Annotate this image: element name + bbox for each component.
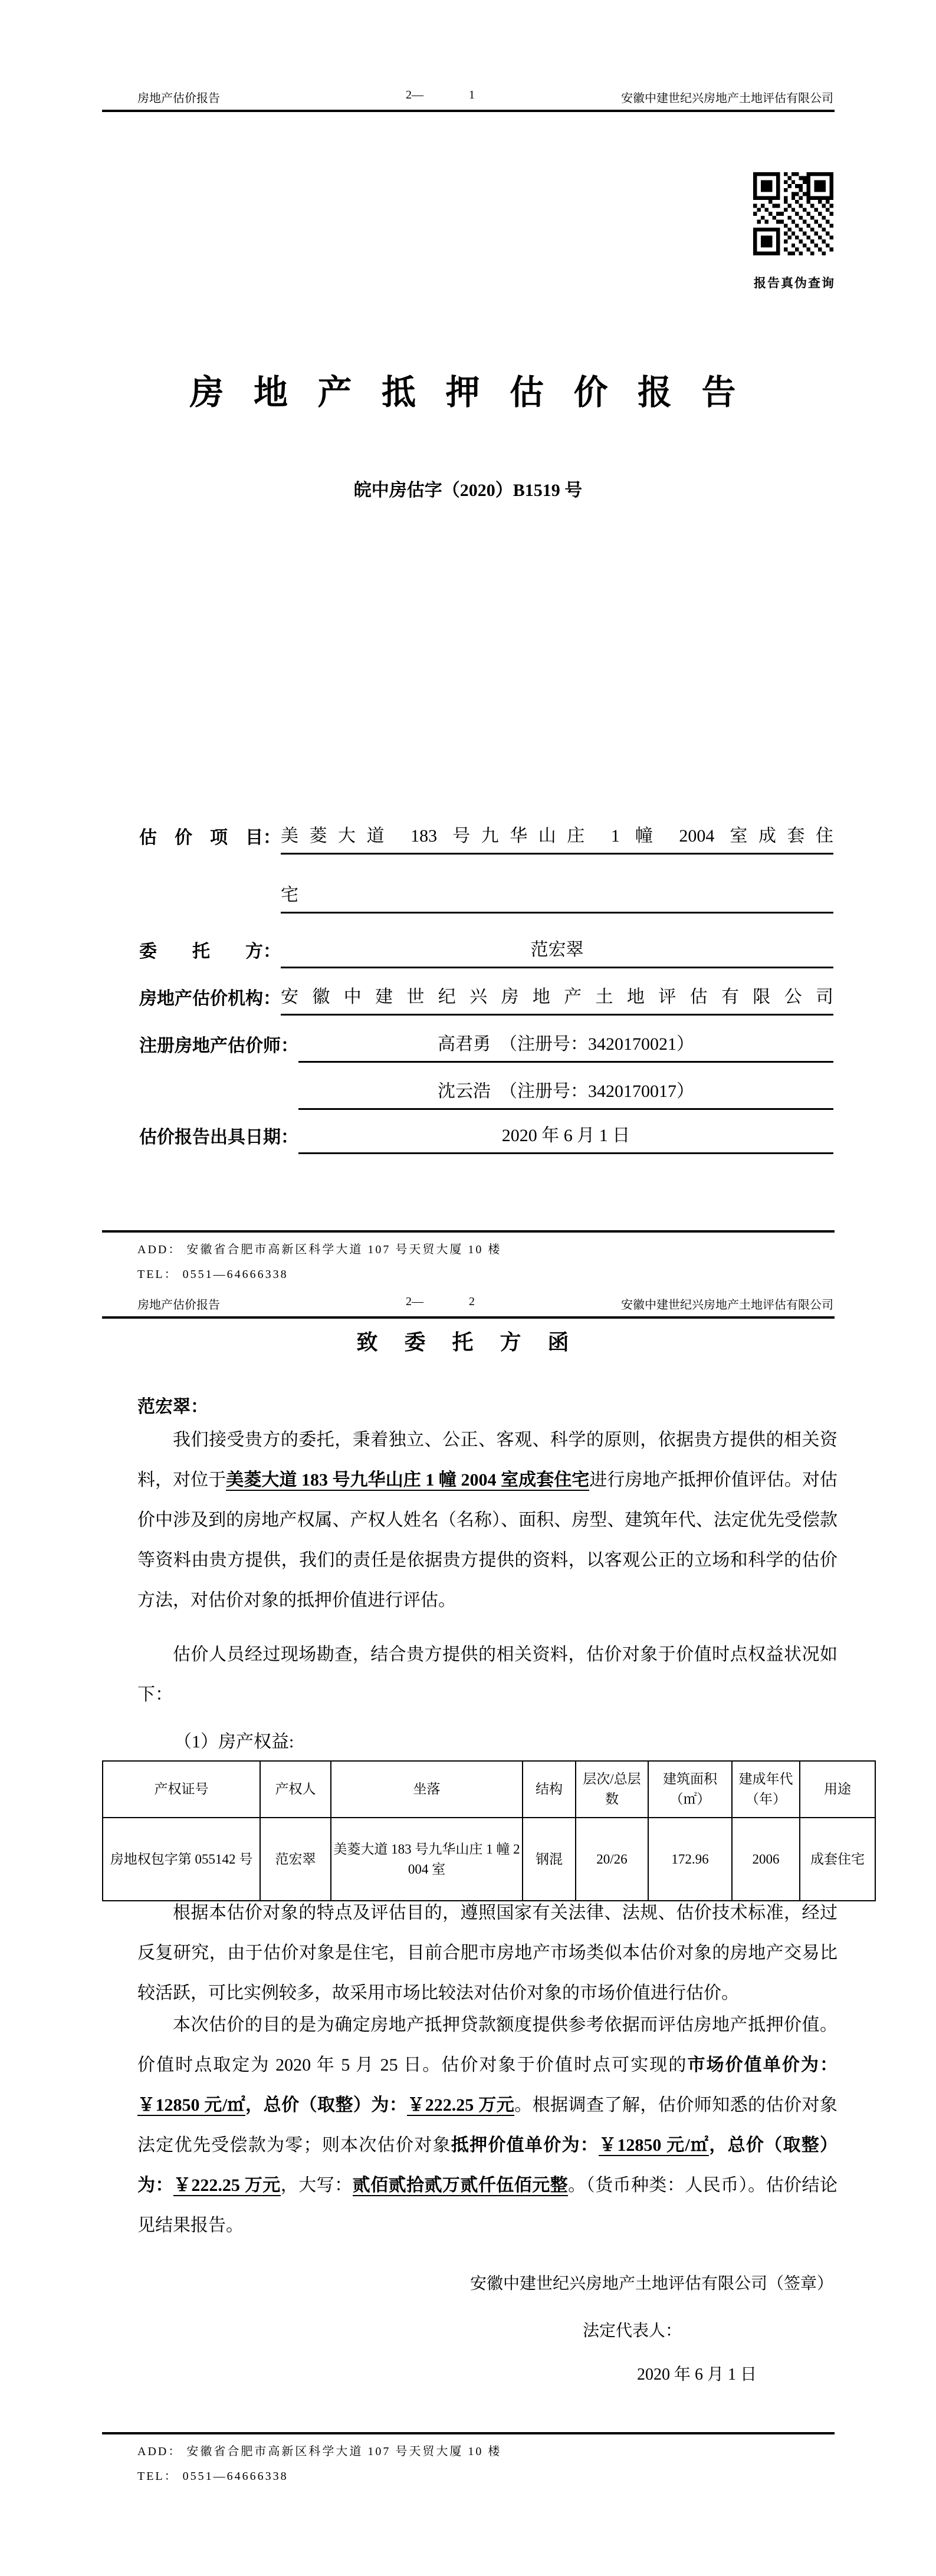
footer-rule: [102, 1230, 835, 1233]
p4-amount-in-words: 贰佰贰拾贰万贰仟伍佰元整: [352, 2176, 569, 2195]
field-client: [139, 935, 833, 968]
cell-area: 172.96: [648, 1818, 732, 1901]
field-project-value-line2: 宅: [281, 880, 833, 914]
footer-address: ADD： 安徽省合肥市高新区科学大道 107 号天贸大厦 10 楼: [137, 2445, 502, 2458]
footer-rule: [102, 2432, 835, 2434]
footer-address: ADD： 安徽省合肥市高新区科学大道 107 号天贸大厦 10 楼: [137, 1243, 502, 1256]
field-client-label: 委 托 方：: [139, 942, 281, 961]
qr-code: [753, 172, 833, 258]
p4-market-price-label: 市场价值单价为：: [687, 2055, 838, 2075]
field-project-value-line1: 美菱大道 183 号九华山庄 1 幢 2004 室成套住: [281, 821, 833, 855]
field-project: [139, 821, 833, 855]
table-header-row: [103, 1761, 875, 1818]
header-page-total: 2—: [406, 88, 423, 101]
footer-telephone: TEL： 0551—64666338: [137, 1268, 288, 1281]
p4-market-total-price: ￥222.25 万元: [407, 2095, 515, 2115]
cell-cert-no: 房地权包字第 055142 号: [103, 1818, 260, 1901]
p4-mortgage-total-label: ，总价（取整）为：: [137, 2135, 838, 2195]
rights-list-item: （1）房产权益:: [174, 1732, 294, 1752]
letter-title: 致 委 托 方 函: [356, 1330, 580, 1354]
header-page-number: 2: [469, 1295, 475, 1308]
report-main-title: 房 地 产 抵 押 估 价 报 告: [189, 373, 747, 412]
page2-footer: [137, 2439, 501, 2489]
header-company-name: 安徽中建世纪兴房地产土地评估有限公司: [621, 1299, 833, 1312]
signature-legal-representative: 法定代表人：: [583, 2322, 682, 2340]
p4-market-unit-price: ￥12850 元/㎡: [137, 2095, 246, 2115]
field-agency-label: 房地产估价机构：: [139, 989, 281, 1008]
field-appraiser-label: 注册房地产估价师：: [139, 1036, 298, 1056]
p4-closing-text: 。（货币种类：人民币）。估价结论见结果报告。: [137, 2176, 838, 2235]
header-page-total: 2—: [406, 1295, 423, 1308]
p4-capital-label: ，大写：: [280, 2176, 353, 2195]
letter-salutation: 范宏翠：: [137, 1397, 208, 1417]
field-appraiser-1: [139, 1029, 833, 1063]
property-rights-table: [102, 1760, 876, 1901]
field-appraiser1-value: 高君勇 （注册号：3420170021）: [298, 1029, 833, 1063]
col-header-cert-no: 产权证号: [103, 1761, 260, 1818]
letter-paragraph-3: 根据本估价对象的特点及评估目的，遵照国家有关法律、法规、估价技术标准，经过反复研究，由于估价对象是住宅，目前合肥市房地产市场类似本估价对象的房地产交易比较活跃，可比实例较多，故采用市场比较法对估价对象的市场价值进行估价。: [137, 1903, 838, 2003]
field-client-value: 范宏翠: [281, 935, 833, 968]
letter-paragraph-2: 估价人员经过现场勘查，结合贵方提供的相关资料，估价对象于价值时点权益状况如下：: [137, 1645, 838, 1704]
cell-structure: 钢混: [523, 1818, 576, 1901]
p4-middle-text: 。根据调查了解，估价师知悉的估价对象法定优先受偿款为零；则本次估价对象: [137, 2095, 838, 2155]
col-header-location: 坐落: [331, 1761, 523, 1818]
field-project-label: 估 价 项 目：: [139, 828, 281, 847]
header-rule: [102, 1316, 835, 1319]
field-agency-value: 安徽中建世纪兴房地产土地评估有限公司: [281, 982, 833, 1016]
field-project-wrap: [139, 880, 833, 914]
col-header-structure: 结构: [523, 1761, 576, 1818]
header-rule: [102, 110, 835, 112]
cell-year-built: 2006: [732, 1818, 800, 1901]
qr-caption: 报告真伪查询: [754, 276, 835, 290]
p4-mortgage-price-label: 抵押价值单价为：: [451, 2135, 599, 2155]
p1-property-name: 美菱大道 183 号九华山庄 1 幢 2004 室成套住宅: [226, 1470, 590, 1490]
report-doc-number: 皖中房估字（2020）B1519 号: [353, 481, 583, 500]
field-issue-date-value: 2020 年 6 月 1 日: [298, 1121, 833, 1154]
p4-total-price-label: ，总价（取整）为：: [245, 2095, 408, 2115]
field-appraiser2-value: 沈云浩 （注册号：3420170017）: [298, 1076, 833, 1110]
footer-telephone: TEL： 0551—64666338: [137, 2470, 288, 2483]
p1-text-pre: 我们接受贵方的委托，秉着独立、公正、客观、科学的原则，依据贵方提供的相关资料，对位于: [137, 1430, 838, 1490]
page1-header: [137, 88, 833, 104]
col-header-floor: 层次/总层数: [576, 1761, 648, 1818]
cell-owner: 范宏翠: [260, 1818, 331, 1901]
p4-mortgage-unit-price: ￥12850 元/㎡: [599, 2135, 710, 2155]
cell-location: 美菱大道 183 号九华山庄 1 幢 2004 室: [331, 1818, 523, 1901]
p1-text-post: 进行房地产抵押价值评估。对估价中涉及到的房地产权属、产权人姓名（名称）、面积、房型、建筑年代、法定优先受偿款等资料由贵方提供，我们的责任是依据贵方提供的资料，以客观公正的立场和科学的估价方法，对估价对象的抵押价值进行评估。: [137, 1470, 838, 1610]
field-agency: [139, 982, 833, 1016]
header-report-title: 房地产估价报告: [137, 1299, 220, 1312]
cell-use: 成套住宅: [800, 1818, 875, 1901]
header-company-name: 安徽中建世纪兴房地产土地评估有限公司: [621, 92, 833, 105]
p4-mortgage-total-price: ￥222.25 万元: [173, 2176, 281, 2195]
col-header-area: 建筑面积（㎡）: [648, 1761, 732, 1818]
table-data-row: [103, 1818, 875, 1901]
field-issue-date: [139, 1121, 833, 1154]
signature-date: 2020 年 6 月 1 日: [637, 2365, 757, 2384]
page2-header: [137, 1295, 833, 1310]
page1-footer: [137, 1237, 501, 1287]
signature-company: 安徽中建世纪兴房地产土地评估有限公司（签章）: [469, 2275, 833, 2293]
col-header-owner: 产权人: [260, 1761, 331, 1818]
letter-paragraph-4: [137, 2005, 838, 2246]
p4-purpose-text: 本次估价的目的是为确定房地产抵押贷款额度提供参考依据而评估房地产抵押价值。价值时点取定为 2020 年 5 月 25 日。估价对象于价值时点可实现的: [137, 2015, 838, 2075]
header-report-title: 房地产估价报告: [137, 92, 220, 105]
header-page-number: 1: [469, 88, 475, 101]
col-header-use: 用途: [800, 1761, 875, 1818]
col-header-year-built: 建成年代（年）: [732, 1761, 800, 1818]
cell-floor: 20/26: [576, 1818, 648, 1901]
field-appraiser-2: [139, 1076, 833, 1110]
field-issue-date-label: 估价报告出具日期：: [139, 1128, 298, 1147]
letter-paragraph-1: [137, 1420, 838, 1621]
